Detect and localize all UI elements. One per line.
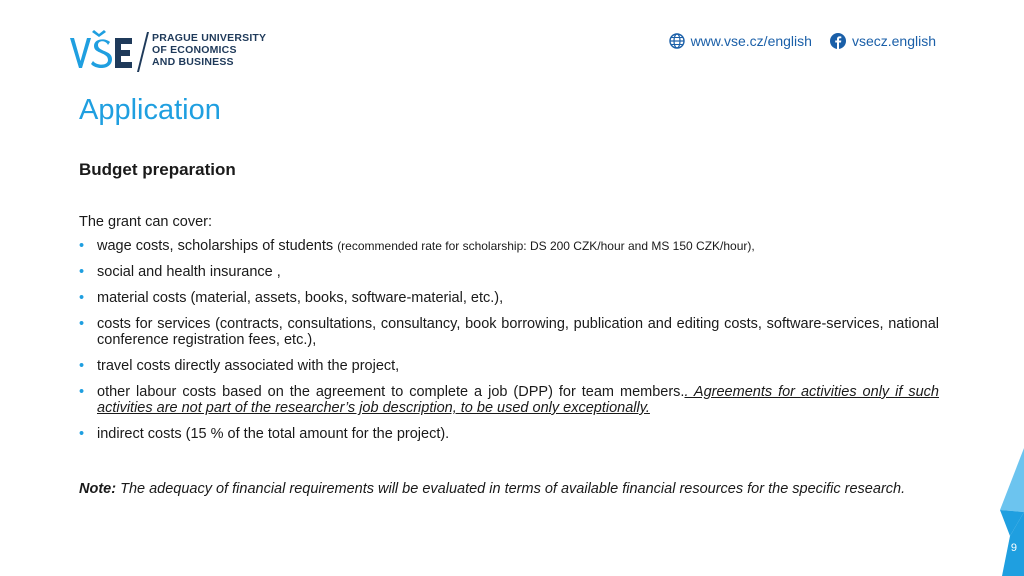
intro-text: The grant can cover: <box>79 214 212 230</box>
section-subtitle: Budget preparation <box>79 160 236 179</box>
corner-decoration <box>984 448 1024 576</box>
note-text: The adequacy of financial requirements will be evaluated in terms of available financial resources for the specific research. <box>116 481 906 497</box>
logo-line-3: AND BUSINESS <box>152 56 234 68</box>
list-item: • indirect costs (15 % of the total amount for the project). <box>79 426 939 442</box>
globe-icon <box>669 33 685 49</box>
note <box>79 481 939 497</box>
facebook-link-text[interactable]: vsecz.english <box>851 33 936 49</box>
facebook-icon <box>830 33 846 49</box>
web-link[interactable] <box>669 33 812 49</box>
logo-text <box>152 32 266 68</box>
vse-logo-mark <box>68 28 152 74</box>
facebook-link[interactable] <box>830 33 936 49</box>
list-item: • other labour costs based on the agreement to complete a job (DPP) for team members.. Agreements for activities only if such activities are not part of the researcher’s job description, to be used only exceptionally. <box>79 384 939 416</box>
logo-line-2: OF ECONOMICS <box>152 44 237 56</box>
page-number: 9 <box>1010 542 1017 554</box>
note-label: Note: <box>79 481 117 497</box>
content <box>79 214 939 452</box>
page-title: Application <box>79 94 221 126</box>
agreement-emphasis: . Agreements for activities only if such activities are not part of the researcher’s job description, to be used only exceptionally. <box>97 384 939 416</box>
vse-logo <box>68 28 278 74</box>
list-item: • costs for services (contracts, consultations, consultancy, book borrowing, publication and editing costs, software-services, national conference registration fees, etc.), <box>79 316 939 348</box>
list-item: • material costs (material, assets, books, software-material, etc.), <box>79 290 939 306</box>
list-item: • travel costs directly associated with the project, <box>79 358 939 374</box>
header-links <box>669 33 936 49</box>
logo-line-1: PRAGUE UNIVERSITY <box>152 32 267 44</box>
web-link-text[interactable]: www.vse.cz/english <box>690 33 812 49</box>
list-item: • wage costs, scholarships of students (recommended rate for scholarship: DS 200 CZK/hour and MS 150 CZK/hour), <box>79 238 939 254</box>
cost-list <box>79 238 939 442</box>
list-item: • social and health insurance , <box>79 264 939 280</box>
